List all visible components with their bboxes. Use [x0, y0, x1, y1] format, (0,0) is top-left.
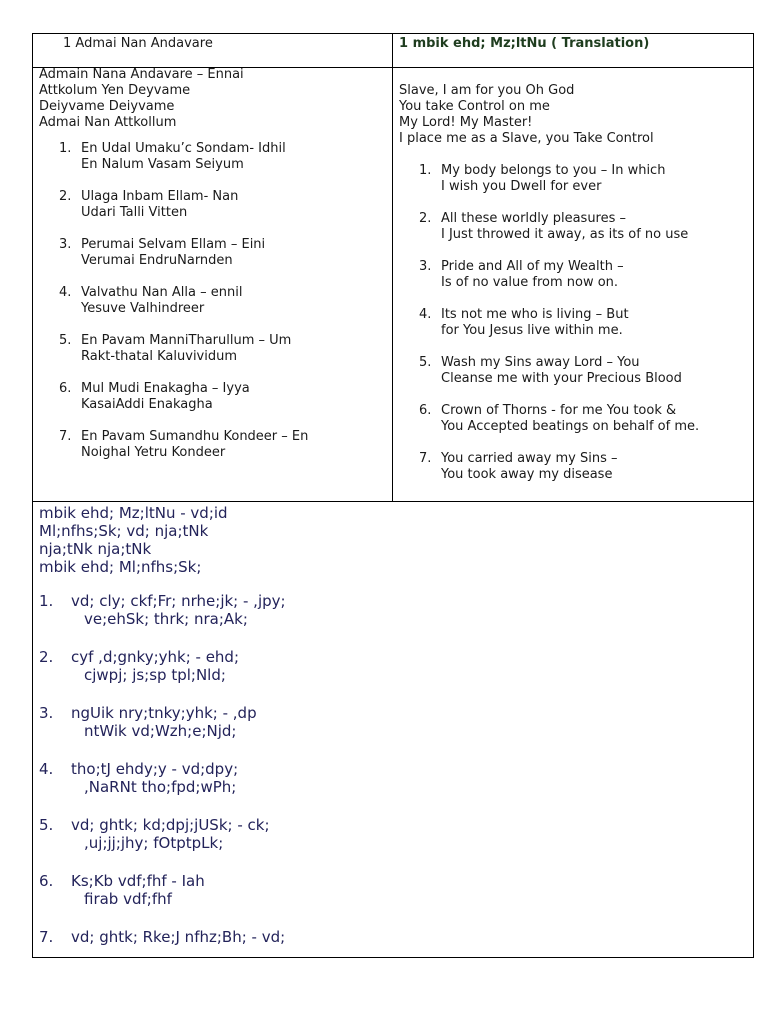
verse [419, 403, 749, 435]
verse [419, 259, 749, 291]
verse-line: Valvathu Nan Alla – ennil [81, 285, 243, 300]
verse-line: En Udal Umaku’c Sondam- Idhil [81, 141, 286, 156]
verse-line: Its not me who is living – But [441, 307, 629, 322]
verse [59, 285, 384, 317]
verse [59, 189, 384, 221]
verse-line: for You Jesus live within me. [441, 323, 623, 338]
verse-line: ve;ehSk; thrk; nra;Ak; [84, 610, 248, 628]
verse-number: 4. [39, 760, 54, 778]
verse-number: 6. [39, 872, 54, 890]
verse-number: 5. [419, 355, 432, 370]
verse [59, 381, 384, 413]
verse-line: I Just throwed it away, as its of no use [441, 227, 689, 242]
verse-line: Crown of Thorns - for me You took & [441, 403, 677, 418]
verse-number: 6. [419, 403, 432, 418]
verse-number: 5. [59, 333, 72, 348]
chorus-line: My Lord! My Master! [399, 115, 533, 130]
verse-line: ,NaRNt tho;fpd;wPh; [84, 778, 237, 796]
verse-list [39, 592, 739, 946]
verse [419, 355, 749, 387]
column-divider [392, 34, 393, 501]
verse [419, 307, 749, 339]
verse-number: 5. [39, 816, 54, 834]
verse [39, 704, 739, 740]
tamil-font-section [39, 504, 739, 966]
verse-line: My body belongs to you – In which [441, 163, 666, 178]
verse-line: vd; ghtk; kd;dpj;jUSk; - ck; [71, 816, 270, 834]
verse-line: Yesuve Valhindreer [81, 301, 205, 316]
verse-line: tho;tJ ehdy;y - vd;dpy; [71, 760, 239, 778]
chorus-line: You take Control on me [399, 99, 550, 114]
chorus-line: nja;tNk nja;tNk [39, 540, 152, 558]
chorus-line: mbik ehd; Ml;nfhs;Sk; [39, 558, 202, 576]
chorus-line: Admai Nan Attkollum [39, 115, 177, 130]
chorus-line: Attkolum Yen Deyvame [39, 83, 191, 98]
verse-line: vd; ghtk; Rke;J nfhz;Bh; - vd; [71, 928, 286, 946]
translation-title: 1 mbik ehd; Mz;ltNu ( Translation) [399, 36, 650, 51]
verse-number: 1. [419, 163, 432, 178]
verse-line: Pride and All of my Wealth – [441, 259, 624, 274]
verse [419, 211, 749, 243]
transliteration-cell [39, 67, 384, 477]
verse-line: vd; cly; ckf;Fr; nrhe;jk; - ,jpy; [71, 592, 286, 610]
chorus-line: mbik ehd; Mz;ltNu - vd;id [39, 504, 228, 522]
verse-line: cyf ,d;gnky;yhk; - ehd; [71, 648, 240, 666]
verse-line: You took away my disease [441, 467, 613, 482]
verse-line: Is of no value from now on. [441, 275, 619, 290]
verse-number: 4. [59, 285, 72, 300]
chorus-line: Ml;nfhs;Sk; vd; nja;tNk [39, 522, 209, 540]
verse-line: En Nalum Vasam Seiyum [81, 157, 244, 172]
verse-number: 6. [59, 381, 72, 396]
verse-line: All these worldly pleasures – [441, 211, 627, 226]
verse [39, 928, 739, 946]
chorus [39, 67, 384, 131]
verse-line: Ks;Kb vdf;fhf - Iah [71, 872, 205, 890]
chorus-line: Admain Nana Andavare – Ennai [39, 67, 244, 82]
verse-line: You Accepted beatings on behalf of me. [441, 419, 700, 434]
chorus-line: Deiyvame Deiyvame [39, 99, 175, 114]
verse [39, 760, 739, 796]
verse-line: firab vdf;fhf [84, 890, 172, 908]
verse-number: 1. [59, 141, 72, 156]
verse-number: 7. [59, 429, 72, 444]
verse [419, 163, 749, 195]
verse-line: En Pavam Sumandhu Kondeer – En [81, 429, 309, 444]
verse-line: cjwpj; js;sp tpl;Nld; [84, 666, 226, 684]
verse-line: I wish you Dwell for ever [441, 179, 602, 194]
lyrics-table [32, 33, 754, 958]
verse-line: ,uj;jj;jhy; fOtptpLk; [84, 834, 224, 852]
verse-line: Udari Talli Vitten [81, 205, 188, 220]
verse [39, 816, 739, 852]
verse [39, 648, 739, 684]
verse-line: Wash my Sins away Lord – You [441, 355, 640, 370]
verse-number: 3. [59, 237, 72, 252]
verse-list [399, 163, 749, 483]
verse-line: Mul Mudi Enakagha – Iyya [81, 381, 250, 396]
verse-number: 3. [419, 259, 432, 274]
verse [419, 451, 749, 483]
verse-line: KasaiAddi Enakagha [81, 397, 213, 412]
verse [59, 141, 384, 173]
chorus-translation [399, 83, 749, 147]
chorus-line: Slave, I am for you Oh God [399, 83, 575, 98]
verse [59, 429, 384, 461]
section-divider [33, 501, 753, 502]
verse-number: 7. [419, 451, 432, 466]
verse-list [39, 141, 384, 461]
verse [39, 592, 739, 628]
verse-number: 2. [59, 189, 72, 204]
verse [39, 872, 739, 908]
verse-number: 2. [39, 648, 54, 666]
verse-line: Ulaga Inbam Ellam- Nan [81, 189, 239, 204]
song-title: 1 Admai Nan Andavare [63, 36, 213, 51]
chorus-line: I place me as a Slave, you Take Control [399, 131, 654, 146]
verse-line: Rakt-thatal Kaluvividum [81, 349, 238, 364]
verse-number: 3. [39, 704, 54, 722]
verse-line: Perumai Selvam Ellam – Eini [81, 237, 266, 252]
verse-line: En Pavam ManniTharullum – Um [81, 333, 292, 348]
verse [59, 333, 384, 365]
verse-line: Cleanse me with your Precious Blood [441, 371, 682, 386]
verse-line: ngUik nry;tnky;yhk; - ,dp [71, 704, 257, 722]
verse-number: 4. [419, 307, 432, 322]
verse-line: You carried away my Sins – [441, 451, 618, 466]
verse [59, 237, 384, 269]
verse-line: ntWik vd;Wzh;e;Njd; [84, 722, 237, 740]
verse-line: Noighal Yetru Kondeer [81, 445, 226, 460]
translation-cell [399, 83, 749, 499]
verse-number: 7. [39, 928, 54, 946]
verse-line: Verumai EndruNarnden [81, 253, 233, 268]
verse-number: 1. [39, 592, 54, 610]
verse-number: 2. [419, 211, 432, 226]
